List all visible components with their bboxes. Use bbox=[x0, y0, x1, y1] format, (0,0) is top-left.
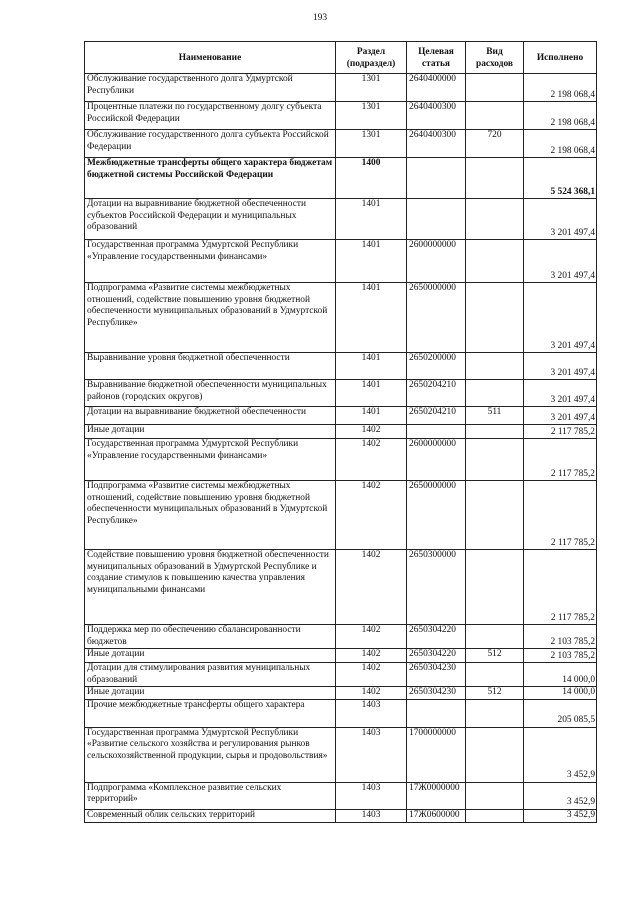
row-expense bbox=[466, 102, 524, 130]
row-expense bbox=[466, 439, 524, 481]
table-row bbox=[85, 625, 597, 649]
row-section: 1401 bbox=[336, 353, 407, 380]
row-amount: 3 452,9 bbox=[524, 809, 597, 822]
row-section: 1402 bbox=[336, 663, 407, 687]
row-amount: 2 117 785,2 bbox=[524, 550, 597, 625]
row-section: 1401 bbox=[336, 199, 407, 240]
row-article: 2600000000 bbox=[407, 240, 466, 283]
table-row bbox=[85, 727, 597, 782]
row-name: Межбюджетные трансферты общего характера бюджетам бюджетной системы Российской Федерации bbox=[85, 158, 336, 199]
row-section: 1402 bbox=[336, 687, 407, 700]
row-name: Государственная программа Удмуртской Республики «Управление государственными финансами» bbox=[85, 439, 336, 481]
row-section: 1403 bbox=[336, 809, 407, 822]
table-row bbox=[85, 649, 597, 663]
row-expense: 720 bbox=[466, 130, 524, 158]
row-article bbox=[407, 699, 466, 727]
row-expense bbox=[466, 74, 524, 102]
budget-table bbox=[84, 41, 597, 823]
row-name: Обслуживание государственного долга Удмуртской Республики bbox=[85, 74, 336, 102]
row-amount: 3 201 497,4 bbox=[524, 407, 597, 425]
row-section: 1402 bbox=[336, 649, 407, 663]
row-section: 1401 bbox=[336, 240, 407, 283]
table-row bbox=[85, 380, 597, 407]
page-number: 193 bbox=[312, 13, 328, 23]
row-section: 1401 bbox=[336, 407, 407, 425]
row-article: 2650304220 bbox=[407, 649, 466, 663]
table-row bbox=[85, 439, 597, 481]
row-section: 1403 bbox=[336, 699, 407, 727]
row-article: 2650304230 bbox=[407, 687, 466, 700]
row-section: 1402 bbox=[336, 439, 407, 481]
row-section: 1403 bbox=[336, 727, 407, 782]
table-row bbox=[85, 158, 597, 199]
row-amount: 2 117 785,2 bbox=[524, 425, 597, 439]
row-amount: 3 452,9 bbox=[524, 727, 597, 782]
row-section: 1301 bbox=[336, 130, 407, 158]
row-expense bbox=[466, 240, 524, 283]
row-expense bbox=[466, 380, 524, 407]
row-expense bbox=[466, 727, 524, 782]
row-amount: 2 198 068,4 bbox=[524, 130, 597, 158]
row-section: 1402 bbox=[336, 481, 407, 550]
row-name: Дотации для стимулирования развития муниципальных образований bbox=[85, 663, 336, 687]
row-article: 17Ж0000000 bbox=[407, 782, 466, 809]
row-article: 2640400300 bbox=[407, 102, 466, 130]
row-amount: 2 198 068,4 bbox=[524, 74, 597, 102]
row-amount: 3 201 497,4 bbox=[524, 240, 597, 283]
row-amount: 2 103 785,2 bbox=[524, 625, 597, 649]
row-amount: 2 198 068,4 bbox=[524, 102, 597, 130]
row-section: 1400 bbox=[336, 158, 407, 199]
row-section: 1401 bbox=[336, 283, 407, 353]
row-name: Поддержка мер по обеспечению сбалансированности бюджетов bbox=[85, 625, 336, 649]
row-section: 1301 bbox=[336, 102, 407, 130]
row-expense bbox=[466, 158, 524, 199]
row-article: 2650304220 bbox=[407, 625, 466, 649]
table-row bbox=[85, 809, 597, 822]
row-article bbox=[407, 425, 466, 439]
row-article: 2650200000 bbox=[407, 353, 466, 380]
row-amount: 2 117 785,2 bbox=[524, 481, 597, 550]
row-amount: 14 000,0 bbox=[524, 687, 597, 700]
row-article: 2640400000 bbox=[407, 74, 466, 102]
row-name: Выравнивание бюджетной обеспеченности муниципальных районов (городских округов) bbox=[85, 380, 336, 407]
table-row bbox=[85, 102, 597, 130]
row-section: 1301 bbox=[336, 74, 407, 102]
table-row bbox=[85, 550, 597, 625]
header-article-line2: статья bbox=[422, 58, 450, 69]
row-article: 2650000000 bbox=[407, 283, 466, 353]
row-amount: 3 452,9 bbox=[524, 782, 597, 809]
row-amount: 3 201 497,4 bbox=[524, 380, 597, 407]
header-name: Наименование bbox=[85, 42, 336, 74]
row-expense bbox=[466, 353, 524, 380]
table-row bbox=[85, 699, 597, 727]
header-expense-line1: Вид bbox=[486, 46, 503, 57]
row-amount: 14 000,0 bbox=[524, 663, 597, 687]
row-name: Государственная программа Удмуртской Республики «Управление государственными финансами» bbox=[85, 240, 336, 283]
row-section: 1402 bbox=[336, 625, 407, 649]
row-expense: 511 bbox=[466, 407, 524, 425]
table-row bbox=[85, 240, 597, 283]
row-name: Подпрограмма «Развитие системы межбюджетных отношений, содействие повышению уровня бюджетной обеспеченности муниципальных образований в Удмуртской Республике» bbox=[85, 481, 336, 550]
row-name: Дотации на выравнивание бюджетной обеспеченности bbox=[85, 407, 336, 425]
header-section bbox=[336, 42, 407, 74]
row-amount: 5 524 368,1 bbox=[524, 158, 597, 199]
table-row bbox=[85, 74, 597, 102]
row-amount: 2 103 785,2 bbox=[524, 649, 597, 663]
row-name: Прочие межбюджетные трансферты общего характера bbox=[85, 699, 336, 727]
table-row bbox=[85, 199, 597, 240]
row-amount: 2 117 785,2 bbox=[524, 439, 597, 481]
row-name: Выравнивание уровня бюджетной обеспеченности bbox=[85, 353, 336, 380]
table-row bbox=[85, 130, 597, 158]
header-section-line1: Раздел bbox=[356, 46, 386, 57]
row-section: 1402 bbox=[336, 550, 407, 625]
row-expense: 512 bbox=[466, 649, 524, 663]
row-name: Иные дотации bbox=[85, 649, 336, 663]
table-row bbox=[85, 283, 597, 353]
header-amount: Исполнено bbox=[524, 42, 597, 74]
row-amount: 3 201 497,4 bbox=[524, 283, 597, 353]
row-expense bbox=[466, 199, 524, 240]
row-expense bbox=[466, 425, 524, 439]
table-row bbox=[85, 425, 597, 439]
row-amount: 3 201 497,4 bbox=[524, 353, 597, 380]
row-expense bbox=[466, 699, 524, 727]
table-body bbox=[85, 74, 597, 823]
row-name: Государственная программа Удмуртской Республики «Развитие сельского хозяйства и регулирования рынков сельскохозяйственной продукции, сырья и продовольствия» bbox=[85, 727, 336, 782]
row-expense bbox=[466, 283, 524, 353]
row-article: 1700000000 bbox=[407, 727, 466, 782]
table-header-row bbox=[85, 42, 597, 74]
row-article: 2650300000 bbox=[407, 550, 466, 625]
table-row bbox=[85, 687, 597, 700]
row-name: Подпрограмма «Комплексное развитие сельских территорий» bbox=[85, 782, 336, 809]
row-expense: 512 bbox=[466, 687, 524, 700]
row-article: 2600000000 bbox=[407, 439, 466, 481]
table-row bbox=[85, 782, 597, 809]
row-name: Содействие повышению уровня бюджетной обеспеченности муниципальных образований в Удмуртской Республике и создание стимулов к повышению качества управления муниципальными финансами bbox=[85, 550, 336, 625]
row-article: 2650304230 bbox=[407, 663, 466, 687]
row-article: 2640400300 bbox=[407, 130, 466, 158]
header-expense bbox=[466, 42, 524, 74]
row-name: Дотации на выравнивание бюджетной обеспеченности субъектов Российской Федерации и муниципальных образований bbox=[85, 199, 336, 240]
row-article bbox=[407, 199, 466, 240]
row-article: 17Ж0600000 bbox=[407, 809, 466, 822]
row-expense bbox=[466, 663, 524, 687]
row-section: 1402 bbox=[336, 425, 407, 439]
table-row bbox=[85, 663, 597, 687]
row-article: 2650204210 bbox=[407, 380, 466, 407]
row-section: 1403 bbox=[336, 782, 407, 809]
row-name: Современный облик сельских территорий bbox=[85, 809, 336, 822]
header-article bbox=[407, 42, 466, 74]
table-row bbox=[85, 353, 597, 380]
row-article: 2650204210 bbox=[407, 407, 466, 425]
table-row bbox=[85, 481, 597, 550]
row-name: Иные дотации bbox=[85, 687, 336, 700]
header-article-line1: Целевая bbox=[418, 46, 454, 57]
row-name: Процентные платежи по государственному долгу субъекта Российской Федерации bbox=[85, 102, 336, 130]
row-name: Иные дотации bbox=[85, 425, 336, 439]
row-article: 2650000000 bbox=[407, 481, 466, 550]
header-section-line2: (подраздел) bbox=[346, 58, 396, 69]
header-expense-line2: расходов bbox=[476, 58, 513, 69]
row-amount: 205 085,5 bbox=[524, 699, 597, 727]
row-expense bbox=[466, 481, 524, 550]
row-expense bbox=[466, 782, 524, 809]
row-article bbox=[407, 158, 466, 199]
row-name: Обслуживание государственного долга субъекта Российской Федерации bbox=[85, 130, 336, 158]
row-expense bbox=[466, 809, 524, 822]
row-expense bbox=[466, 625, 524, 649]
row-name: Подпрограмма «Развитие системы межбюджетных отношений, содействие повышению уровня бюджетной обеспеченности муниципальных образований в Удмуртской Республике» bbox=[85, 283, 336, 353]
row-section: 1401 bbox=[336, 380, 407, 407]
row-expense bbox=[466, 550, 524, 625]
table-row bbox=[85, 407, 597, 425]
row-amount: 3 201 497,4 bbox=[524, 199, 597, 240]
